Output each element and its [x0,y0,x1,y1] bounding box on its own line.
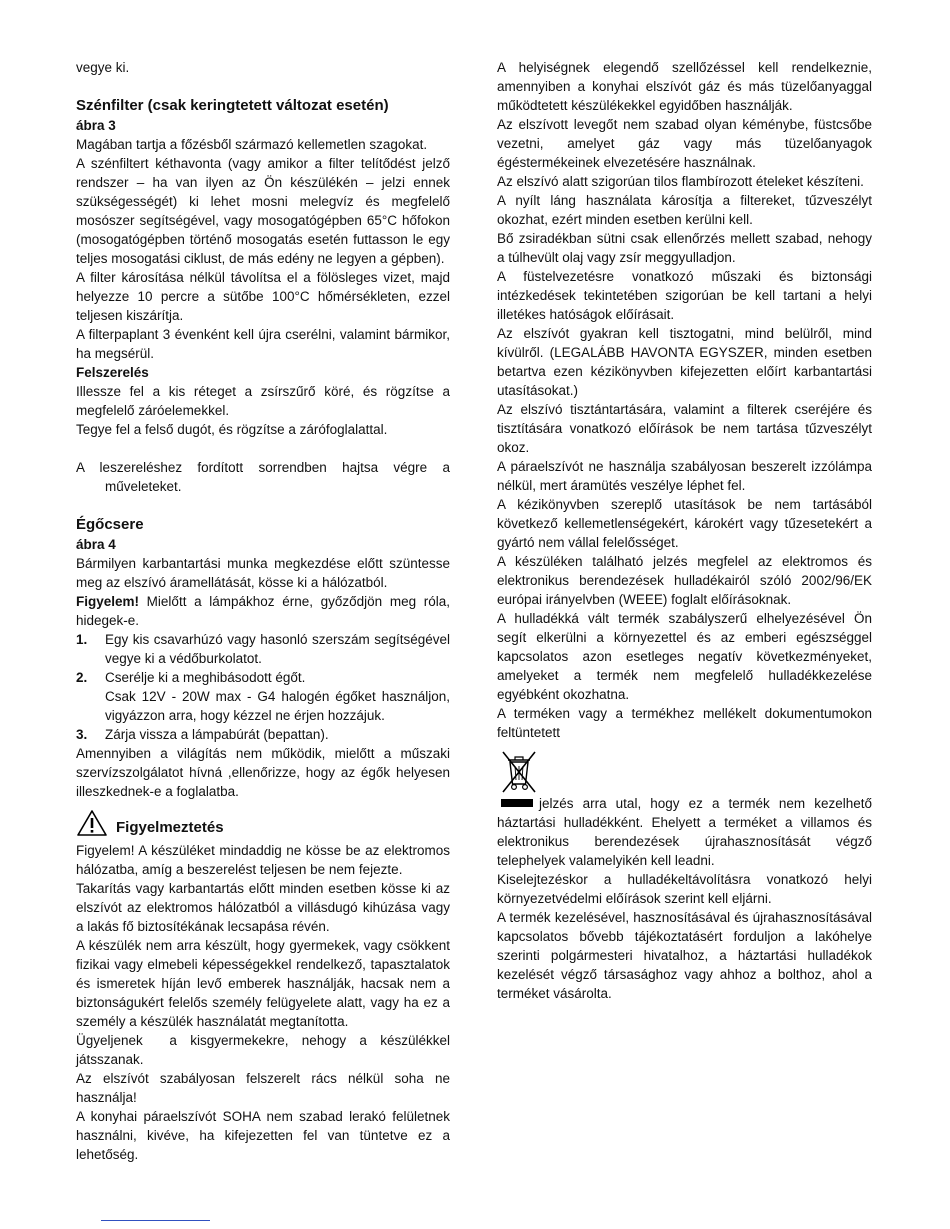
bulb-figure-ref: ábra 4 [76,537,116,552]
right-p13: A terméken vagy a termékhez mellékelt dokumentumokon feltüntetett [497,706,872,740]
warning-p5: Az elszívót szabályosan felszerelt rács nélkül soha ne használja! [76,1071,450,1105]
bulb-steps [76,630,450,744]
bulb-warning-text: Mielőtt a lámpákhoz érne, győződjön meg róla, hidegek-e. [76,594,450,628]
carbon-figure-ref: ábra 3 [76,118,116,133]
bulb-p2: Amennyiben a világítás nem működik, mielőtt a műszaki szervízszolgálatot hívná ,ellenőrizze, hogy az égők helyesen illeszkednek-e a foglalatba. [76,746,450,799]
list-item: Csak 12V - 20W max - G4 halogén égőket használjon, vigyázzon arra, hogy kézzel ne érjen hozzájuk. [105,689,450,723]
warning-p2: Takarítás vagy karbantartás előtt minden esetben kösse ki az elszívót az elektromos hálózatból a villásdugó kihúzása vagy a lakás fő biztosítékának lecsapása révén. [76,881,450,934]
bulb-warning-label: Figyelem! [76,594,140,609]
right-p2: Az elszívott levegőt nem szabad olyan kéménybe, füstcsőbe vezetni, amelyet gáz vagy más tüzelőanyagok égéstermékeinek elvezetésére használnak. [497,117,872,170]
list-item: 2. Cserélje ki a meghibásodott égőt. [76,670,306,685]
warning-p4: Ügyeljenek a kisgyermekekre, nehogy a készülékkel játsszanak. [76,1033,454,1067]
install-title: Felszerelés [76,365,149,380]
carbon-p1: Magában tartja a főzésből származó kellemetlen szagokat. [76,137,428,152]
carbon-p2: A szénfiltert kéthavonta (vagy amikor a filter telítődést jelző rendszer – ha van ilyen az Ön készülékén – jelzi ennek szükségességét) ki lehet mosni melegvíz és megfelelő mosószer segítségével, vagy mosogatógépben 65°C hőfokon (mosogatógépben történő mosogatás esetén futtasson le egy teljes mosogatási ciklust, de más edény ne legyen a gépben). [76,156,450,266]
weee-text: jelzés arra utal, hogy ez a termék nem kezelhető háztartási hulladékként. Ehelyett a terméket a villamos és elektronikus berendezések újrahasznosítását végző telephelyek valamelyikén kell leadni. [497,796,872,868]
install-p1: Illessze fel a kis réteget a zsírszűrő köré, és rögzítse a megfelelő záróelemekkel. [76,384,450,418]
footer-line [101,1220,210,1221]
bulb-title: Égőcsere [76,516,144,533]
list-item: 3. Zárja vissza a lámpabúrát (bepattan). [76,727,329,742]
carbon-filter-title: Szénfilter (csak keringtetett változat esetén) [76,97,389,114]
right-p4: A nyílt láng használata károsítja a filtereket, tűzveszélyt okozhat, ezért minden esetben kerülni kell. [497,193,872,227]
warning-heading [76,809,450,837]
bulb-warning [76,592,450,630]
weee-paragraph [497,794,872,870]
list-item: 1. Egy kis csavarhúzó vagy hasonló szerszám segítségével vegye ki a védőburkolatot. [76,632,450,666]
warning-title: Figyelmeztetés [116,819,224,836]
warning-p3: A készülék nem arra készült, hogy gyermekek, vagy csökkent fizikai vagy elmebeli képességekkel rendelkező, tapasztalatok és ismeretek híján levő emberek használják, hacsak nem a biztonságukért felelős személy felügyelete alatt, vagy ha ez a személy a készülék használatát megtanította. [76,938,450,1029]
warning-p1: Figyelem! A készüléket mindaddig ne kösse be az elektromos hálózatba, amíg a beszerelést teljesen be nem fejezte. [76,843,450,877]
right-p5: Bő zsiradékban sütni csak ellenőrzés mellett szabad, nehogy a túlhevült olaj vagy zsír meggyulladjon. [497,231,872,265]
install-p3: A leszereléshez fordított sorrendben hajtsa végre a műveleteket. [76,460,450,494]
warning-p6: A konyhai páraelszívót SOHA nem szabad lerakó felületnek használni, kivéve, ha kifejezetten fel van tüntetve ez a lehetőség. [76,1109,450,1162]
warning-triangle-icon [76,809,108,837]
weee-bar [501,799,533,807]
left-column [76,58,454,1164]
right-p12: A hulladékká vált termék szabályszerű elhelyezésével Ön segít elkerülni a környezettel és az emberi egészséggel kapcsolatos azon esetleges negatív következményeket, amelyeket a termék nem megfelelő hulladékkezelése egyébként okozhatna. [497,611,872,702]
bulb-p1: Bármilyen karbantartási munka megkezdése előtt szüntesse meg az elszívó áramellátását, kösse ki a hálózatból. [76,556,450,590]
right-p9: A páraelszívót ne használja szabályosan beszerelt izzólámpa nélkül, mert áramütés veszélye léphet fel. [497,459,872,493]
right-after-2: A termék kezelésével, hasznosításával és újrahasznosításával kapcsolatos bővebb tájékoztatásért forduljon a lakóhelye szerinti polgármesteri hivatalhoz, a háztartási hulladékok kezelését végző társasághoz vagy ahhoz a bolthoz, ahol a terméket vásárolta. [497,910,872,1001]
right-p6: A füstelvezetésre vonatkozó műszaki és biztonsági intézkedések tekintetében szigorúan be kell tartani a helyi illetékes hatóságok előírásait. [497,269,872,322]
carbon-p3: A filter károsítása nélkül távolítsa el a fölösleges vizet, majd helyezze 10 percre a sütőbe 100°C hőmérsékleten, ezzel teljesen kiszárítja. [76,270,450,323]
weee-symbol [497,748,872,794]
intro-tail: vegye ki. [76,60,130,75]
right-p3: Az elszívó alatt szigorúan tilos flambírozott ételeket készíteni. [497,174,864,189]
right-p10: A kézikönyvben szereplő utasítások be nem tartásából következő kellemetlenségekért, károkért vagy tűzesetekért a gyártó nem vállal felelősséget. [497,497,872,550]
right-column [497,58,872,1003]
right-p1: A helyiségnek elegendő szellőzéssel kell rendelkeznie, amennyiben a konyhai elszívót gáz és más tüzelőanyaggal működtetett készülékekkel egyidőben használják. [497,60,872,113]
carbon-p4: A filterpaplant 3 évenként kell újra cserélni, valamint bármikor, ha megsérül. [76,327,450,361]
right-after-1: Kiselejtezéskor a hulladékeltávolításra vonatkozó helyi környezetvédelmi előírások szerint kell eljárni. [497,872,872,906]
right-p8: Az elszívó tisztántartására, valamint a filterek cseréjére és tisztítására vonatkozó előírások be nem tartása tűzveszélyt okoz. [497,402,872,455]
crossed-out-wheelie-bin-icon [497,748,541,794]
right-p11: A készüléken található jelzés megfelel az elektromos és elektronikus berendezések hulladékairól szóló 2002/96/EK európai irányelvben (WEEE) foglalt előírásoknak. [497,554,872,607]
install-p2: Tegye fel a felső dugót, és rögzítse a zárófoglalattal. [76,422,388,437]
right-p7: Az elszívót gyakran kell tisztogatni, mind belülről, mind kívülről. (LEGALÁBB HAVONTA EGYSZER, minden esetben betartva ezen kézikönyvben kifejezetten előírt karbantartási utasításokat.) [497,326,872,398]
